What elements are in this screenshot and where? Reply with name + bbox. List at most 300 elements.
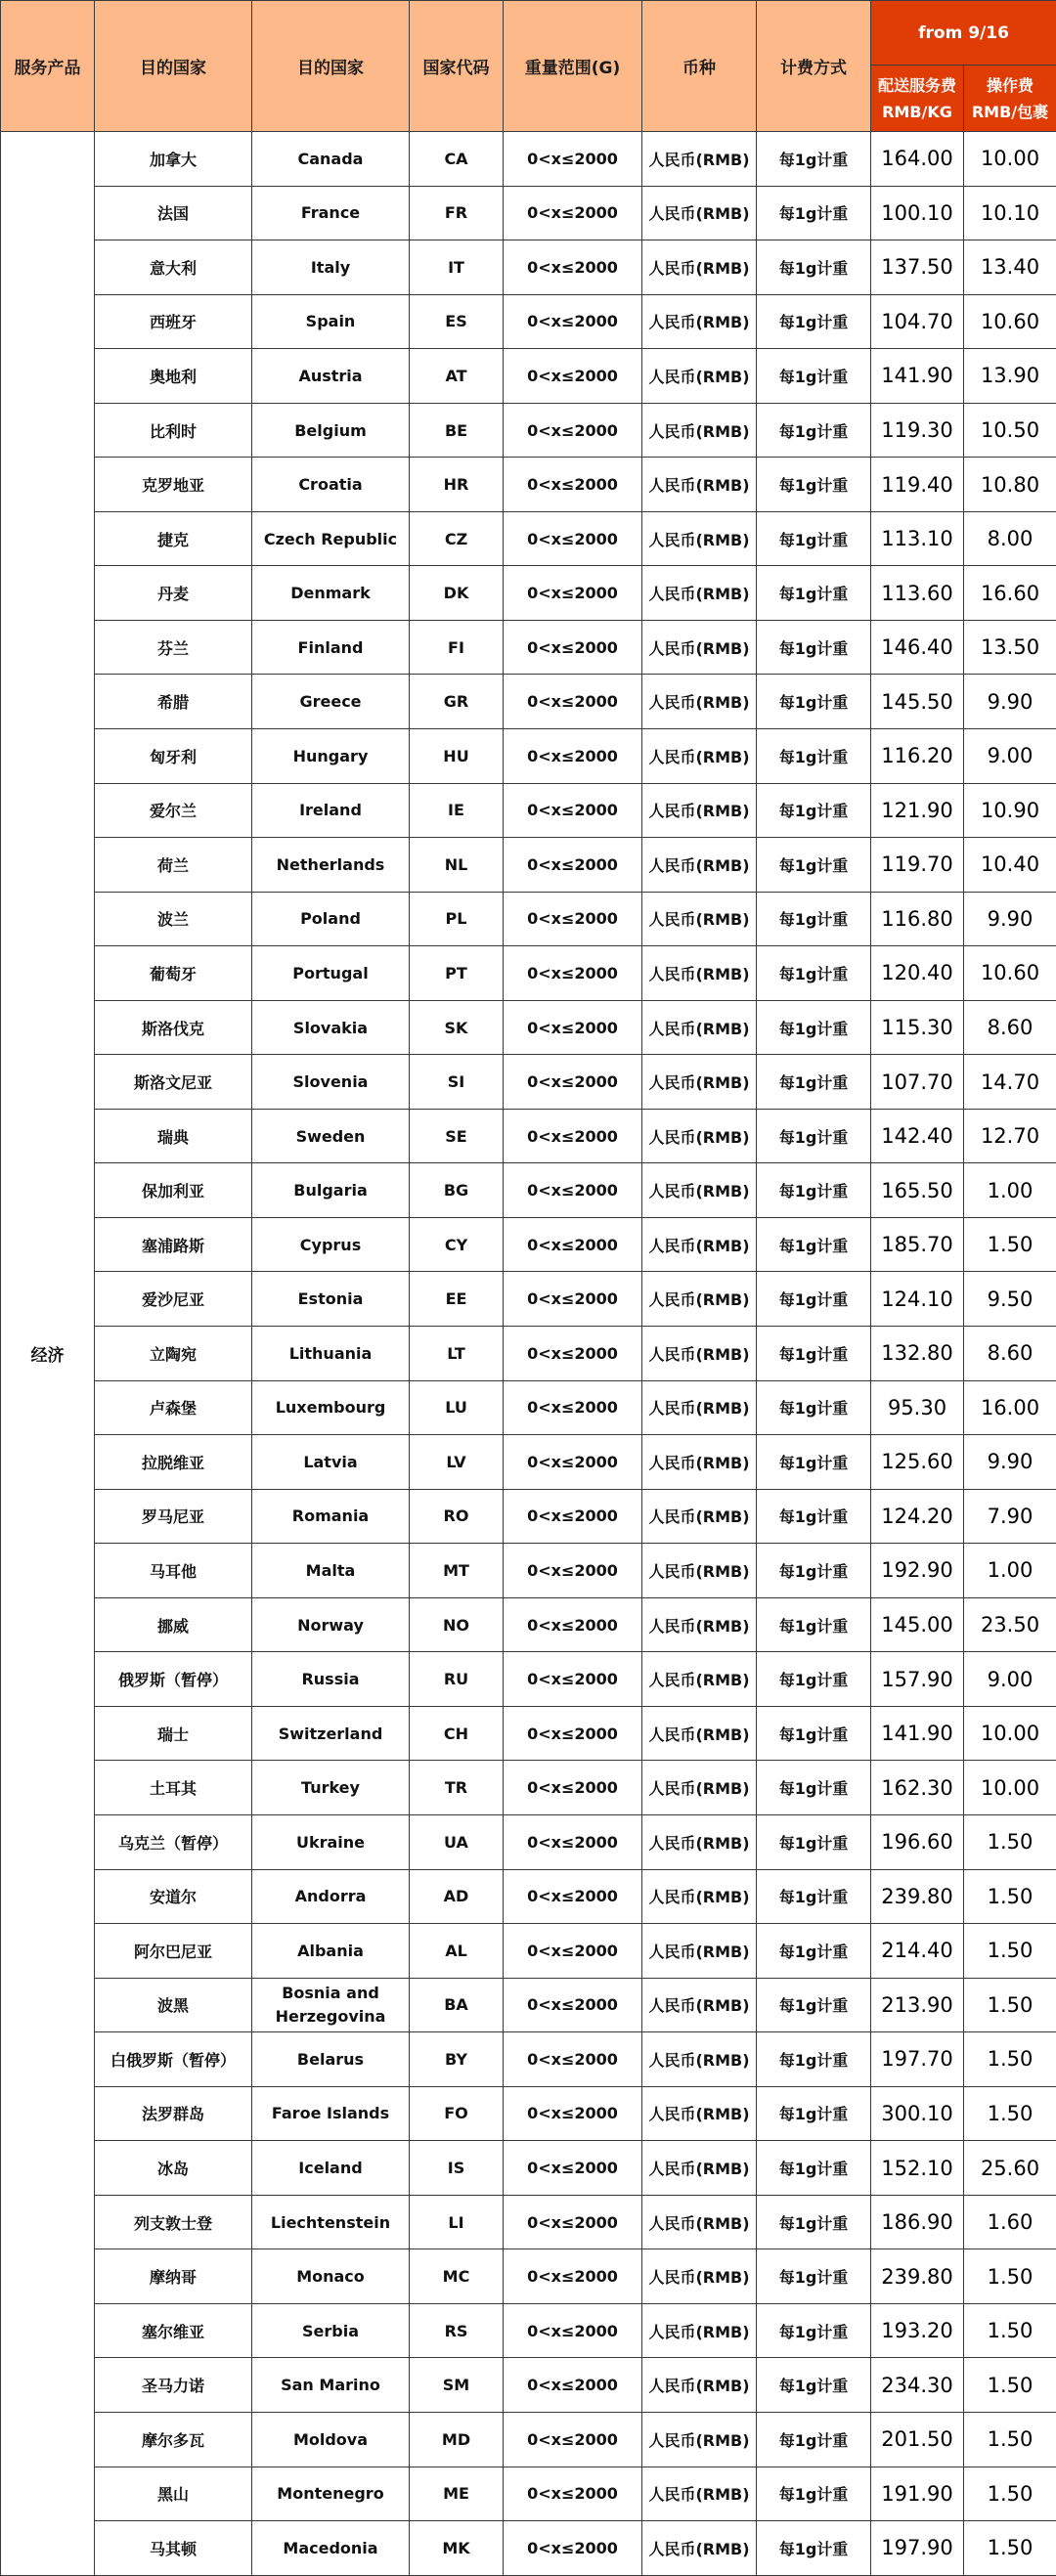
- country-en-cell: Romania: [252, 1489, 410, 1544]
- handling-fee-cell: 10.90: [964, 783, 1056, 838]
- handling-fee-cell: 10.80: [964, 458, 1056, 512]
- weight-range-cell: 0<x≤2000: [504, 1978, 642, 2032]
- country-en-cell: Ireland: [252, 783, 410, 838]
- table-row: [1, 186, 1056, 240]
- weight-range-cell: 0<x≤2000: [504, 1597, 642, 1652]
- weight-range-cell: 0<x≤2000: [504, 1544, 642, 1598]
- billing-cell: 每1g计重: [757, 2086, 871, 2141]
- country-en-cell: Serbia: [252, 2303, 410, 2358]
- country-en-cell: France: [252, 186, 410, 240]
- country-code-cell: RO: [410, 1489, 504, 1544]
- table-row: [1, 1706, 1056, 1761]
- country-en-cell: Latvia: [252, 1435, 410, 1490]
- weight-range-cell: 0<x≤2000: [504, 1652, 642, 1707]
- billing-cell: 每1g计重: [757, 2358, 871, 2413]
- table-row: [1, 1978, 1056, 2032]
- country-en-cell: Luxembourg: [252, 1380, 410, 1435]
- currency-cell: 人民币(RMB): [642, 2086, 757, 2141]
- delivery-fee-cell: 124.10: [871, 1272, 964, 1327]
- table-row: [1, 729, 1056, 784]
- country-cn-cell: 立陶宛: [95, 1327, 252, 1381]
- delivery-fee-cell: 120.40: [871, 946, 964, 1001]
- delivery-fee-cell: 116.80: [871, 892, 964, 946]
- handling-fee-cell: 1.50: [964, 1924, 1056, 1979]
- table-row: [1, 2467, 1056, 2521]
- handling-fee-cell: 10.00: [964, 1706, 1056, 1761]
- country-cn-cell: 法罗群岛: [95, 2086, 252, 2141]
- delivery-fee-cell: 116.20: [871, 729, 964, 784]
- country-cn-cell: 芬兰: [95, 620, 252, 675]
- weight-range-cell: 0<x≤2000: [504, 1869, 642, 1924]
- country-code-cell: MC: [410, 2249, 504, 2304]
- weight-range-cell: 0<x≤2000: [504, 1814, 642, 1869]
- delivery-fee-cell: 113.60: [871, 566, 964, 621]
- rate-table-body: [1, 132, 1056, 2576]
- country-code-cell: TR: [410, 1761, 504, 1815]
- header-country-code: 国家代码: [410, 1, 504, 132]
- country-cn-cell: 瑞士: [95, 1706, 252, 1761]
- table-row: [1, 458, 1056, 512]
- billing-cell: 每1g计重: [757, 729, 871, 784]
- table-row: [1, 403, 1056, 458]
- header-weight-range: 重量范围(G): [504, 1, 642, 132]
- weight-range-cell: 0<x≤2000: [504, 1000, 642, 1055]
- currency-cell: 人民币(RMB): [642, 132, 757, 187]
- delivery-fee-cell: 162.30: [871, 1761, 964, 1815]
- currency-cell: 人民币(RMB): [642, 1761, 757, 1815]
- country-code-cell: NL: [410, 838, 504, 893]
- currency-cell: 人民币(RMB): [642, 729, 757, 784]
- billing-cell: 每1g计重: [757, 1489, 871, 1544]
- header-billing: 计费方式: [757, 1, 871, 132]
- delivery-fee-cell: 193.20: [871, 2303, 964, 2358]
- weight-range-cell: 0<x≤2000: [504, 620, 642, 675]
- country-en-cell: Croatia: [252, 458, 410, 512]
- delivery-fee-cell: 197.70: [871, 2032, 964, 2087]
- currency-cell: 人民币(RMB): [642, 838, 757, 893]
- delivery-fee-cell: 214.40: [871, 1924, 964, 1979]
- country-en-cell: Iceland: [252, 2141, 410, 2196]
- delivery-fee-cell: 95.30: [871, 1380, 964, 1435]
- country-cn-cell: 圣马力诺: [95, 2358, 252, 2413]
- delivery-fee-cell: 300.10: [871, 2086, 964, 2141]
- handling-fee-cell: 10.60: [964, 294, 1056, 349]
- country-en-cell: Czech Republic: [252, 511, 410, 566]
- country-cn-cell: 斯洛文尼亚: [95, 1055, 252, 1110]
- billing-cell: 每1g计重: [757, 1217, 871, 1272]
- table-row: [1, 1597, 1056, 1652]
- handling-fee-cell: 10.40: [964, 838, 1056, 893]
- currency-cell: 人民币(RMB): [642, 2358, 757, 2413]
- country-cn-cell: 塞尔维亚: [95, 2303, 252, 2358]
- currency-cell: 人民币(RMB): [642, 2303, 757, 2358]
- country-cn-cell: 爱尔兰: [95, 783, 252, 838]
- currency-cell: 人民币(RMB): [642, 1924, 757, 1979]
- table-row: [1, 1869, 1056, 1924]
- country-en-cell: Canada: [252, 132, 410, 187]
- currency-cell: 人民币(RMB): [642, 1327, 757, 1381]
- handling-fee-cell: 9.90: [964, 675, 1056, 729]
- country-cn-cell: 挪威: [95, 1597, 252, 1652]
- table-row: [1, 1327, 1056, 1381]
- header-service-product: 服务产品: [1, 1, 95, 132]
- delivery-fee-cell: 141.90: [871, 1706, 964, 1761]
- weight-range-cell: 0<x≤2000: [504, 946, 642, 1001]
- weight-range-cell: 0<x≤2000: [504, 458, 642, 512]
- table-row: [1, 2141, 1056, 2196]
- table-row: [1, 1761, 1056, 1815]
- table-row: [1, 1163, 1056, 1218]
- handling-fee-cell: 10.00: [964, 132, 1056, 187]
- country-cn-cell: 波兰: [95, 892, 252, 946]
- country-en-cell: Monaco: [252, 2249, 410, 2304]
- country-code-cell: MD: [410, 2412, 504, 2467]
- country-code-cell: UA: [410, 1814, 504, 1869]
- country-code-cell: FO: [410, 2086, 504, 2141]
- weight-range-cell: 0<x≤2000: [504, 2032, 642, 2087]
- currency-cell: 人民币(RMB): [642, 892, 757, 946]
- country-en-cell: Sweden: [252, 1109, 410, 1163]
- table-row: [1, 2249, 1056, 2304]
- country-code-cell: PL: [410, 892, 504, 946]
- country-en-cell: Moldova: [252, 2412, 410, 2467]
- country-en-cell: Ukraine: [252, 1814, 410, 1869]
- country-code-cell: AL: [410, 1924, 504, 1979]
- header-handling-fee-line1: 操作费: [987, 75, 1034, 95]
- table-row: [1, 946, 1056, 1001]
- table-row: [1, 511, 1056, 566]
- weight-range-cell: 0<x≤2000: [504, 1706, 642, 1761]
- billing-cell: 每1g计重: [757, 2195, 871, 2249]
- delivery-fee-cell: 125.60: [871, 1435, 964, 1490]
- header-delivery-fee-line1: 配送服务费: [877, 75, 956, 95]
- billing-cell: 每1g计重: [757, 511, 871, 566]
- billing-cell: 每1g计重: [757, 838, 871, 893]
- currency-cell: 人民币(RMB): [642, 1489, 757, 1544]
- delivery-fee-cell: 213.90: [871, 1978, 964, 2032]
- billing-cell: 每1g计重: [757, 1109, 871, 1163]
- country-cn-cell: 黑山: [95, 2467, 252, 2521]
- country-cn-cell: 摩纳哥: [95, 2249, 252, 2304]
- billing-cell: 每1g计重: [757, 1706, 871, 1761]
- table-row: [1, 132, 1056, 187]
- delivery-fee-cell: 132.80: [871, 1327, 964, 1381]
- table-row: [1, 2032, 1056, 2087]
- weight-range-cell: 0<x≤2000: [504, 1217, 642, 1272]
- delivery-fee-cell: 119.40: [871, 458, 964, 512]
- billing-cell: 每1g计重: [757, 458, 871, 512]
- country-code-cell: DK: [410, 566, 504, 621]
- weight-range-cell: 0<x≤2000: [504, 1380, 642, 1435]
- country-cn-cell: 阿尔巴尼亚: [95, 1924, 252, 1979]
- handling-fee-cell: 13.40: [964, 240, 1056, 295]
- billing-cell: 每1g计重: [757, 403, 871, 458]
- country-code-cell: IE: [410, 783, 504, 838]
- country-code-cell: RU: [410, 1652, 504, 1707]
- weight-range-cell: 0<x≤2000: [504, 838, 642, 893]
- country-cn-cell: 罗马尼亚: [95, 1489, 252, 1544]
- weight-range-cell: 0<x≤2000: [504, 1272, 642, 1327]
- delivery-fee-cell: 124.20: [871, 1489, 964, 1544]
- country-en-cell: Macedonia: [252, 2521, 410, 2576]
- currency-cell: 人民币(RMB): [642, 2195, 757, 2249]
- delivery-fee-cell: 115.30: [871, 1000, 964, 1055]
- billing-cell: 每1g计重: [757, 783, 871, 838]
- country-cn-cell: 冰岛: [95, 2141, 252, 2196]
- table-row: [1, 294, 1056, 349]
- currency-cell: 人民币(RMB): [642, 1000, 757, 1055]
- handling-fee-cell: 8.00: [964, 511, 1056, 566]
- billing-cell: 每1g计重: [757, 1869, 871, 1924]
- billing-cell: 每1g计重: [757, 1597, 871, 1652]
- country-en-cell: Belarus: [252, 2032, 410, 2087]
- country-cn-cell: 爱沙尼亚: [95, 1272, 252, 1327]
- service-product-cell: 经济: [1, 132, 95, 2576]
- currency-cell: 人民币(RMB): [642, 946, 757, 1001]
- header-from-date: from 9/16: [871, 1, 1056, 65]
- country-cn-cell: 斯洛伐克: [95, 1000, 252, 1055]
- billing-cell: 每1g计重: [757, 349, 871, 404]
- handling-fee-cell: 13.90: [964, 349, 1056, 404]
- country-cn-cell: 马其顿: [95, 2521, 252, 2576]
- billing-cell: 每1g计重: [757, 2467, 871, 2521]
- country-code-cell: AD: [410, 1869, 504, 1924]
- delivery-fee-cell: 145.50: [871, 675, 964, 729]
- currency-cell: 人民币(RMB): [642, 1597, 757, 1652]
- delivery-fee-cell: 119.70: [871, 838, 964, 893]
- weight-range-cell: 0<x≤2000: [504, 1435, 642, 1490]
- country-cn-cell: 捷克: [95, 511, 252, 566]
- table-row: [1, 2086, 1056, 2141]
- weight-range-cell: 0<x≤2000: [504, 675, 642, 729]
- currency-cell: 人民币(RMB): [642, 1706, 757, 1761]
- billing-cell: 每1g计重: [757, 1272, 871, 1327]
- billing-cell: 每1g计重: [757, 1924, 871, 1979]
- handling-fee-cell: 1.50: [964, 2412, 1056, 2467]
- handling-fee-cell: 1.00: [964, 1163, 1056, 1218]
- delivery-fee-cell: 152.10: [871, 2141, 964, 2196]
- weight-range-cell: 0<x≤2000: [504, 1163, 642, 1218]
- billing-cell: 每1g计重: [757, 2303, 871, 2358]
- weight-range-cell: 0<x≤2000: [504, 1327, 642, 1381]
- delivery-fee-cell: 121.90: [871, 783, 964, 838]
- delivery-fee-cell: 141.90: [871, 349, 964, 404]
- handling-fee-cell: 16.00: [964, 1380, 1056, 1435]
- country-code-cell: ME: [410, 2467, 504, 2521]
- country-en-cell: Italy: [252, 240, 410, 295]
- country-cn-cell: 希腊: [95, 675, 252, 729]
- table-row: [1, 838, 1056, 893]
- currency-cell: 人民币(RMB): [642, 1163, 757, 1218]
- country-code-cell: IS: [410, 2141, 504, 2196]
- currency-cell: 人民币(RMB): [642, 2249, 757, 2304]
- delivery-fee-cell: 165.50: [871, 1163, 964, 1218]
- handling-fee-cell: 1.50: [964, 2303, 1056, 2358]
- handling-fee-cell: 1.50: [964, 2032, 1056, 2087]
- country-cn-cell: 奥地利: [95, 349, 252, 404]
- table-row: [1, 1652, 1056, 1707]
- billing-cell: 每1g计重: [757, 1000, 871, 1055]
- handling-fee-cell: 23.50: [964, 1597, 1056, 1652]
- country-cn-cell: 瑞典: [95, 1109, 252, 1163]
- table-row: [1, 240, 1056, 295]
- delivery-fee-cell: 239.80: [871, 2249, 964, 2304]
- delivery-fee-cell: 107.70: [871, 1055, 964, 1110]
- country-code-cell: HR: [410, 458, 504, 512]
- country-en-cell: Russia: [252, 1652, 410, 1707]
- handling-fee-cell: 1.00: [964, 1544, 1056, 1598]
- currency-cell: 人民币(RMB): [642, 240, 757, 295]
- billing-cell: 每1g计重: [757, 1380, 871, 1435]
- table-row: [1, 1814, 1056, 1869]
- country-code-cell: FR: [410, 186, 504, 240]
- billing-cell: 每1g计重: [757, 1435, 871, 1490]
- delivery-fee-cell: 164.00: [871, 132, 964, 187]
- table-row: [1, 2303, 1056, 2358]
- country-en-cell: Albania: [252, 1924, 410, 1979]
- country-en-cell: Andorra: [252, 1869, 410, 1924]
- weight-range-cell: 0<x≤2000: [504, 2303, 642, 2358]
- country-cn-cell: 卢森堡: [95, 1380, 252, 1435]
- country-code-cell: IT: [410, 240, 504, 295]
- delivery-fee-cell: 142.40: [871, 1109, 964, 1163]
- country-en-cell: Austria: [252, 349, 410, 404]
- table-row: [1, 2195, 1056, 2249]
- country-en-cell: Slovenia: [252, 1055, 410, 1110]
- delivery-fee-cell: 100.10: [871, 186, 964, 240]
- handling-fee-cell: 10.10: [964, 186, 1056, 240]
- weight-range-cell: 0<x≤2000: [504, 2141, 642, 2196]
- header-handling-fee: [964, 65, 1056, 132]
- handling-fee-cell: 13.50: [964, 620, 1056, 675]
- currency-cell: 人民币(RMB): [642, 2141, 757, 2196]
- table-row: [1, 1435, 1056, 1490]
- country-code-cell: MT: [410, 1544, 504, 1598]
- delivery-fee-cell: 201.50: [871, 2412, 964, 2467]
- header-delivery-fee: [871, 65, 964, 132]
- handling-fee-cell: 9.00: [964, 1652, 1056, 1707]
- currency-cell: 人民币(RMB): [642, 783, 757, 838]
- country-cn-cell: 意大利: [95, 240, 252, 295]
- country-code-cell: CA: [410, 132, 504, 187]
- handling-fee-cell: 9.90: [964, 1435, 1056, 1490]
- delivery-fee-cell: 145.00: [871, 1597, 964, 1652]
- currency-cell: 人民币(RMB): [642, 1814, 757, 1869]
- country-en-cell: Faroe Islands: [252, 2086, 410, 2141]
- country-cn-cell: 俄罗斯（暂停）: [95, 1652, 252, 1707]
- country-code-cell: SK: [410, 1000, 504, 1055]
- weight-range-cell: 0<x≤2000: [504, 2467, 642, 2521]
- country-code-cell: BA: [410, 1978, 504, 2032]
- delivery-fee-cell: 186.90: [871, 2195, 964, 2249]
- weight-range-cell: 0<x≤2000: [504, 132, 642, 187]
- currency-cell: 人民币(RMB): [642, 403, 757, 458]
- billing-cell: 每1g计重: [757, 2412, 871, 2467]
- country-code-cell: BE: [410, 403, 504, 458]
- billing-cell: 每1g计重: [757, 2032, 871, 2087]
- table-row: [1, 1109, 1056, 1163]
- handling-fee-cell: 1.60: [964, 2195, 1056, 2249]
- handling-fee-cell: 1.50: [964, 2249, 1056, 2304]
- table-row: [1, 1000, 1056, 1055]
- country-en-cell: Turkey: [252, 1761, 410, 1815]
- table-row: [1, 892, 1056, 946]
- billing-cell: 每1g计重: [757, 566, 871, 621]
- header-delivery-fee-line2: RMB/KG: [882, 102, 952, 121]
- header-dest-country-cn: 目的国家: [95, 1, 252, 132]
- billing-cell: 每1g计重: [757, 2141, 871, 2196]
- country-cn-cell: 摩尔多瓦: [95, 2412, 252, 2467]
- currency-cell: 人民币(RMB): [642, 511, 757, 566]
- handling-fee-cell: 1.50: [964, 1814, 1056, 1869]
- table-row: [1, 2412, 1056, 2467]
- handling-fee-cell: 1.50: [964, 1978, 1056, 2032]
- country-code-cell: SM: [410, 2358, 504, 2413]
- currency-cell: 人民币(RMB): [642, 1869, 757, 1924]
- currency-cell: 人民币(RMB): [642, 675, 757, 729]
- country-code-cell: CY: [410, 1217, 504, 1272]
- country-en-cell: Poland: [252, 892, 410, 946]
- table-row: [1, 349, 1056, 404]
- country-en-cell: Bulgaria: [252, 1163, 410, 1218]
- weight-range-cell: 0<x≤2000: [504, 403, 642, 458]
- currency-cell: 人民币(RMB): [642, 1217, 757, 1272]
- country-code-cell: RS: [410, 2303, 504, 2358]
- handling-fee-cell: 9.50: [964, 1272, 1056, 1327]
- weight-range-cell: 0<x≤2000: [504, 2412, 642, 2467]
- delivery-fee-cell: 157.90: [871, 1652, 964, 1707]
- currency-cell: 人民币(RMB): [642, 1380, 757, 1435]
- weight-range-cell: 0<x≤2000: [504, 240, 642, 295]
- table-row: [1, 1544, 1056, 1598]
- table-row: [1, 1272, 1056, 1327]
- handling-fee-cell: 1.50: [964, 2521, 1056, 2576]
- weight-range-cell: 0<x≤2000: [504, 566, 642, 621]
- weight-range-cell: 0<x≤2000: [504, 2249, 642, 2304]
- handling-fee-cell: 1.50: [964, 1217, 1056, 1272]
- table-row: [1, 2521, 1056, 2576]
- country-en-cell: Bosnia and Herzegovina: [252, 1978, 410, 2032]
- country-code-cell: BG: [410, 1163, 504, 1218]
- country-en-cell: Netherlands: [252, 838, 410, 893]
- delivery-fee-cell: 197.90: [871, 2521, 964, 2576]
- handling-fee-cell: 12.70: [964, 1109, 1056, 1163]
- currency-cell: 人民币(RMB): [642, 1055, 757, 1110]
- country-cn-cell: 克罗地亚: [95, 458, 252, 512]
- country-code-cell: LI: [410, 2195, 504, 2249]
- handling-fee-cell: 1.50: [964, 2358, 1056, 2413]
- country-code-cell: LT: [410, 1327, 504, 1381]
- handling-fee-cell: 10.50: [964, 403, 1056, 458]
- country-code-cell: HU: [410, 729, 504, 784]
- currency-cell: 人民币(RMB): [642, 566, 757, 621]
- table-row: [1, 620, 1056, 675]
- country-en-cell: Montenegro: [252, 2467, 410, 2521]
- billing-cell: 每1g计重: [757, 2249, 871, 2304]
- country-code-cell: SE: [410, 1109, 504, 1163]
- weight-range-cell: 0<x≤2000: [504, 294, 642, 349]
- delivery-fee-cell: 137.50: [871, 240, 964, 295]
- currency-cell: 人民币(RMB): [642, 2467, 757, 2521]
- billing-cell: 每1g计重: [757, 1652, 871, 1707]
- weight-range-cell: 0<x≤2000: [504, 1055, 642, 1110]
- weight-range-cell: 0<x≤2000: [504, 1109, 642, 1163]
- currency-cell: 人民币(RMB): [642, 1652, 757, 1707]
- weight-range-cell: 0<x≤2000: [504, 1761, 642, 1815]
- country-en-cell: Cyprus: [252, 1217, 410, 1272]
- handling-fee-cell: 7.90: [964, 1489, 1056, 1544]
- country-cn-cell: 匈牙利: [95, 729, 252, 784]
